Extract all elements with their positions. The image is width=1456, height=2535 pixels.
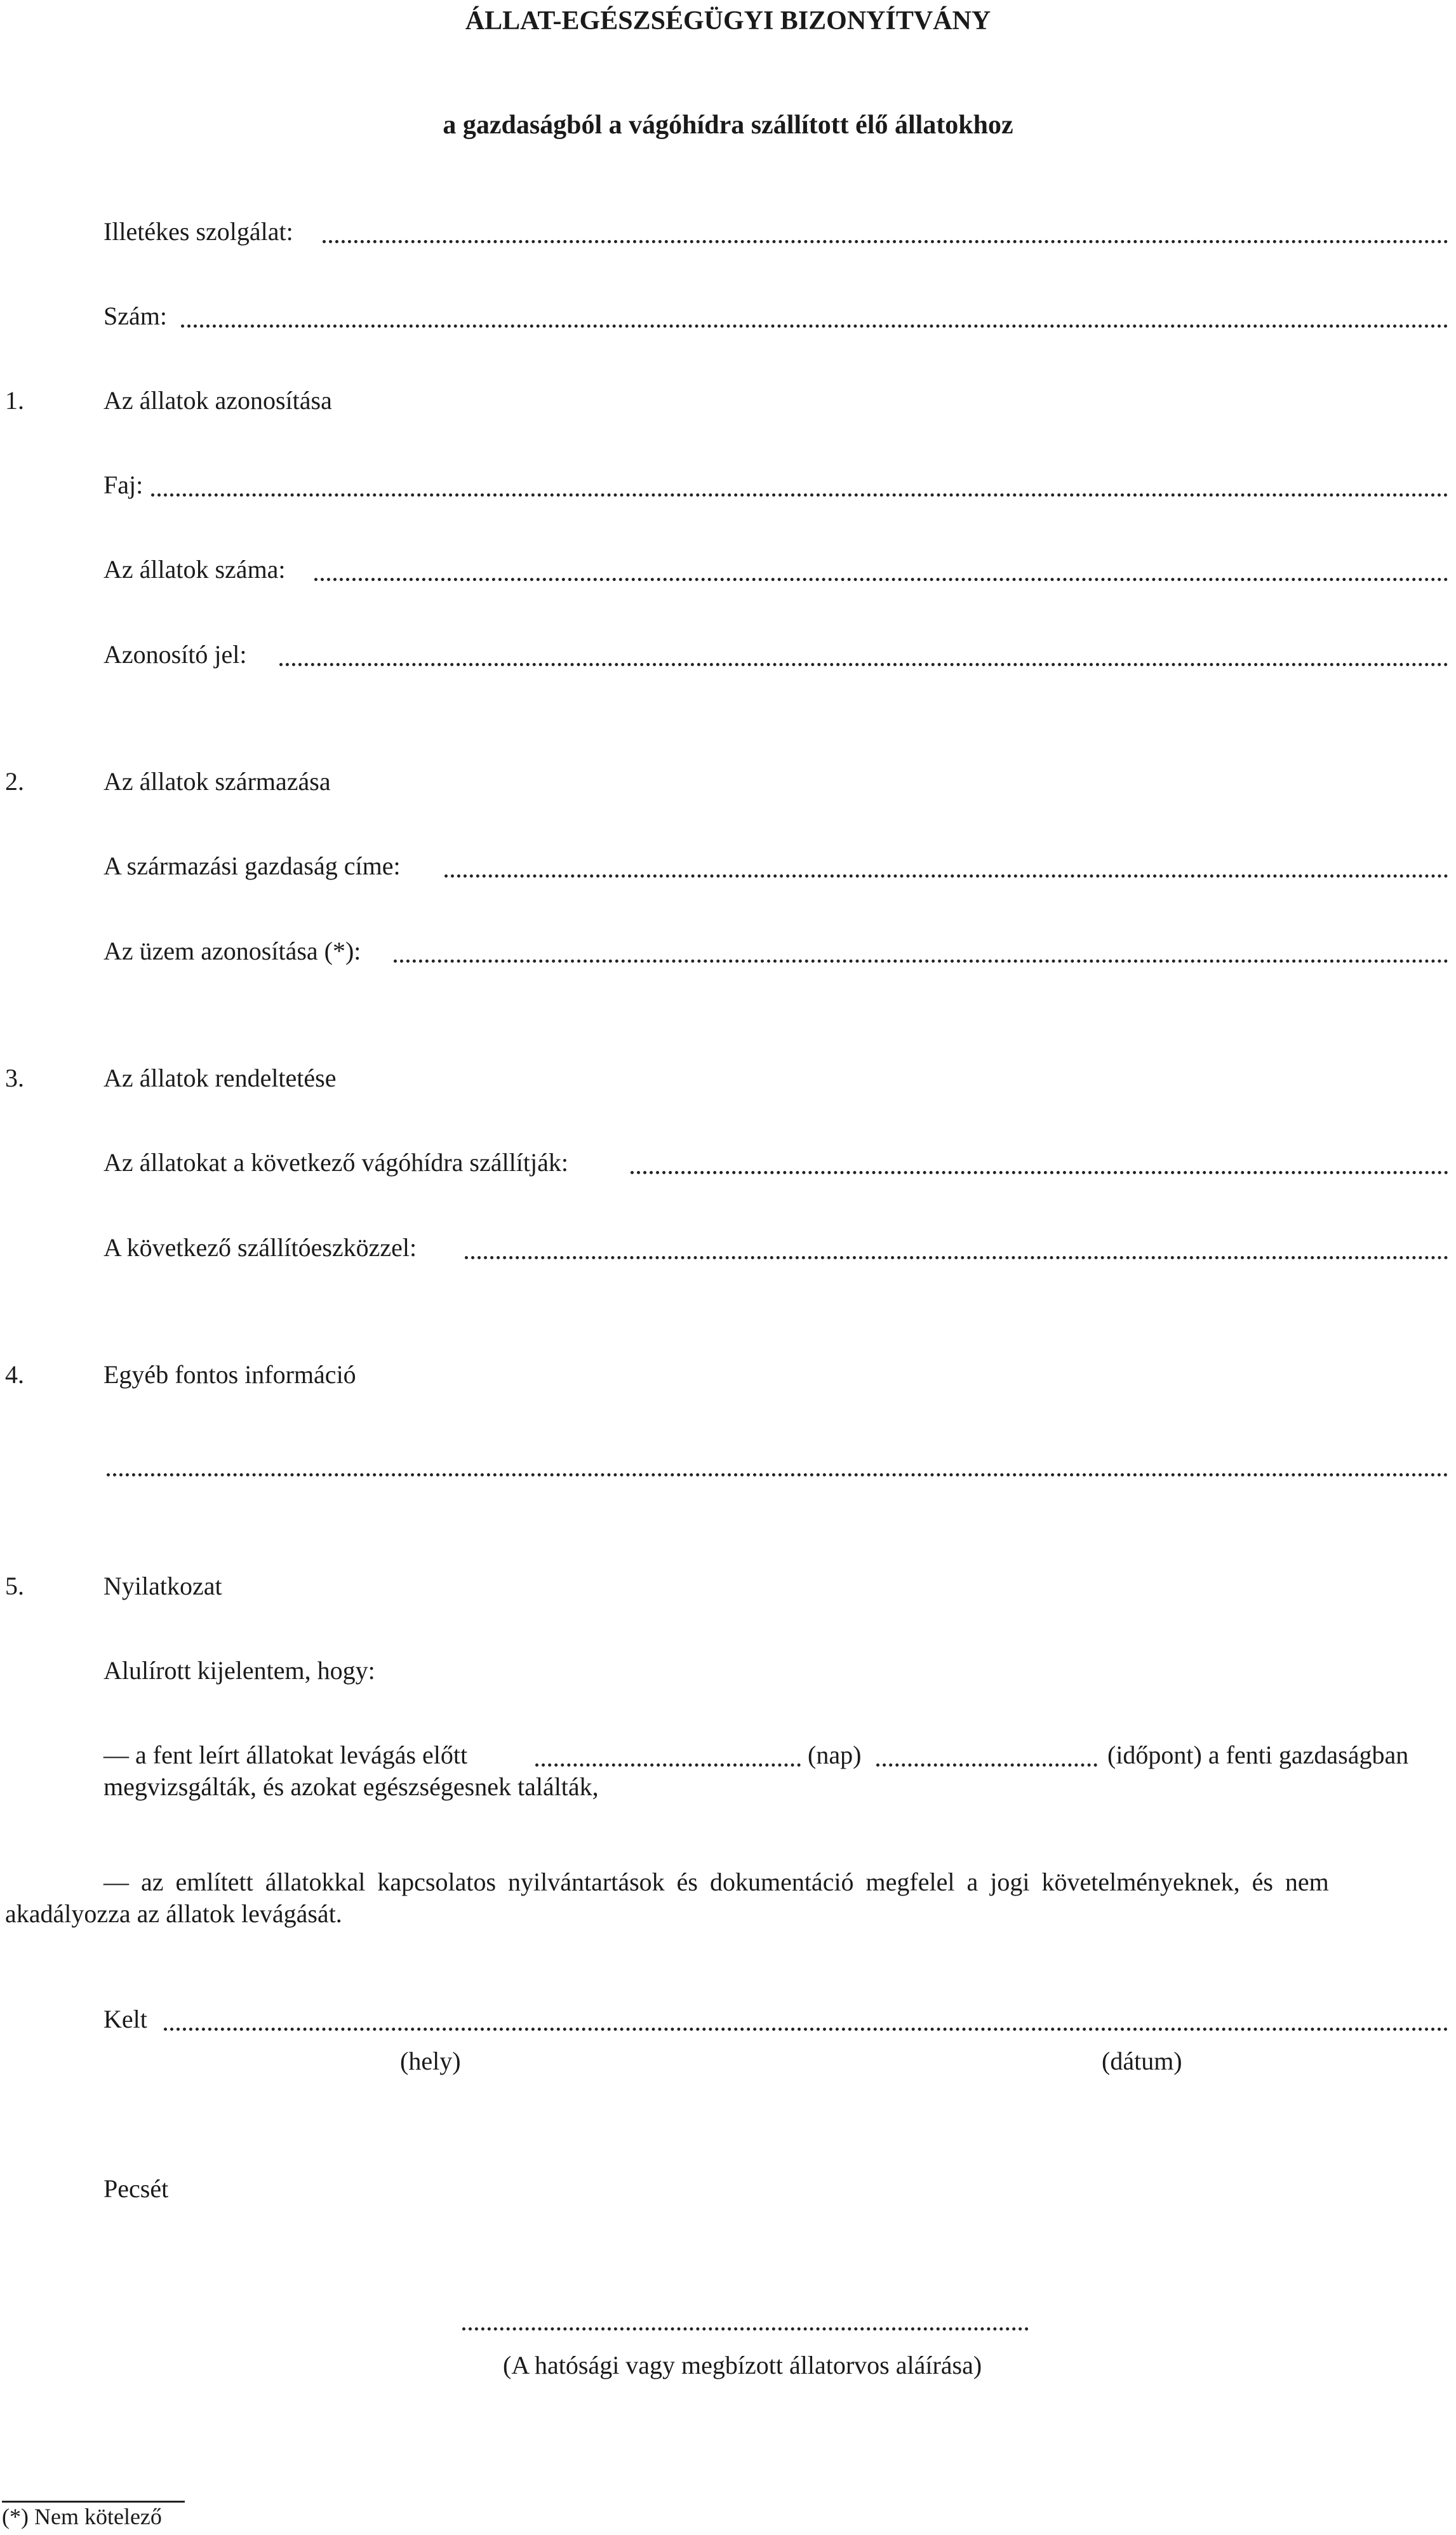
section-4-heading: Egyéb fontos információ bbox=[104, 1360, 356, 1389]
declaration-1-text-d: megvizsgálták, és azokat egészségesnek találták, bbox=[104, 1772, 599, 1801]
section-1-number: 1. bbox=[5, 386, 24, 415]
vagohid-label: Az állatokat a következő vágóhídra szállítják: bbox=[104, 1148, 568, 1177]
uzem-azonositasa-dotted-line bbox=[394, 960, 1448, 963]
declaration-1-text-a: — a fent leírt állatokat levágás előtt bbox=[104, 1741, 468, 1769]
egyeb-informacio-dotted-line bbox=[107, 1473, 1448, 1476]
section-5-number: 5. bbox=[5, 1572, 24, 1600]
section-2-heading: Az állatok származása bbox=[104, 767, 331, 796]
szarmazasi-gazdasag-cime-dotted-line bbox=[444, 874, 1448, 878]
document-title: ÁLLAT-EGÉSZSÉGÜGYI BIZONYÍTVÁNY bbox=[465, 6, 991, 36]
declaration-1-nap-label: (nap) bbox=[808, 1741, 862, 1769]
section-3-number: 3. bbox=[5, 1064, 24, 1092]
section-2-number: 2. bbox=[5, 767, 24, 796]
allatok-szama-label: Az állatok száma: bbox=[104, 555, 286, 584]
vagohid-dotted-line bbox=[631, 1171, 1448, 1174]
declaration-1-nap-dotted-line bbox=[535, 1763, 801, 1767]
azonosito-jel-dotted-line bbox=[279, 663, 1448, 666]
footnote-rule bbox=[2, 2501, 185, 2503]
footnote-text: Nem kötelező bbox=[34, 2504, 162, 2529]
uzem-azonositasa-label: Az üzem azonosítása (*): bbox=[104, 937, 361, 965]
faj-label: Faj: bbox=[104, 471, 144, 499]
szallitoeszkoz-dotted-line bbox=[465, 1256, 1448, 1259]
declaration-1-idopont-dotted-line bbox=[876, 1763, 1097, 1767]
szam-dotted-line bbox=[181, 324, 1448, 328]
szallitoeszkoz-label: A következő szállítóeszközzel: bbox=[104, 1233, 417, 1262]
signature-caption: (A hatósági vagy megbízott állatorvos aláírása) bbox=[503, 2351, 982, 2379]
nyilatkozat-intro: Alulírott kijelentem, hogy: bbox=[104, 1656, 375, 1685]
kelt-dotted-line bbox=[164, 2028, 1448, 2031]
declaration-1-text-c: (időpont) a fenti gazdaságban bbox=[1107, 1741, 1409, 1769]
section-3-heading: Az állatok rendeltetése bbox=[104, 1064, 337, 1092]
section-4-number: 4. bbox=[5, 1360, 24, 1389]
pecset-label: Pecsét bbox=[104, 2174, 169, 2203]
faj-dotted-line bbox=[151, 493, 1448, 497]
footnote-marker: (*) bbox=[2, 2504, 29, 2529]
footnote bbox=[2, 2505, 162, 2528]
declaration-2-text-b: akadályozza az állatok levágását. bbox=[5, 1899, 342, 1928]
szam-label: Szám: bbox=[104, 302, 167, 330]
section-5-heading: Nyilatkozat bbox=[104, 1572, 222, 1600]
illetekes-label: Illetékes szolgálat: bbox=[104, 217, 293, 246]
declaration-2-text-a: — az említett állatokkal kapcsolatos nyilvántartások és dokumentáció megfelel a jogi követelményeknek, és nem bbox=[104, 1868, 1329, 1896]
document-subtitle: a gazdaságból a vágóhídra szállított élő állatokhoz bbox=[443, 110, 1013, 140]
kelt-label: Kelt bbox=[104, 2005, 147, 2033]
section-1-heading: Az állatok azonosítása bbox=[104, 386, 332, 415]
illetekes-dotted-line bbox=[323, 240, 1448, 243]
szarmazasi-gazdasag-cime-label: A származási gazdaság címe: bbox=[104, 852, 401, 880]
datum-caption: (dátum) bbox=[1102, 2047, 1182, 2075]
allatok-szama-dotted-line bbox=[314, 578, 1448, 581]
azonosito-jel-label: Azonosító jel: bbox=[104, 640, 247, 669]
hely-caption: (hely) bbox=[400, 2047, 461, 2075]
signature-dotted-line bbox=[462, 2327, 1029, 2331]
